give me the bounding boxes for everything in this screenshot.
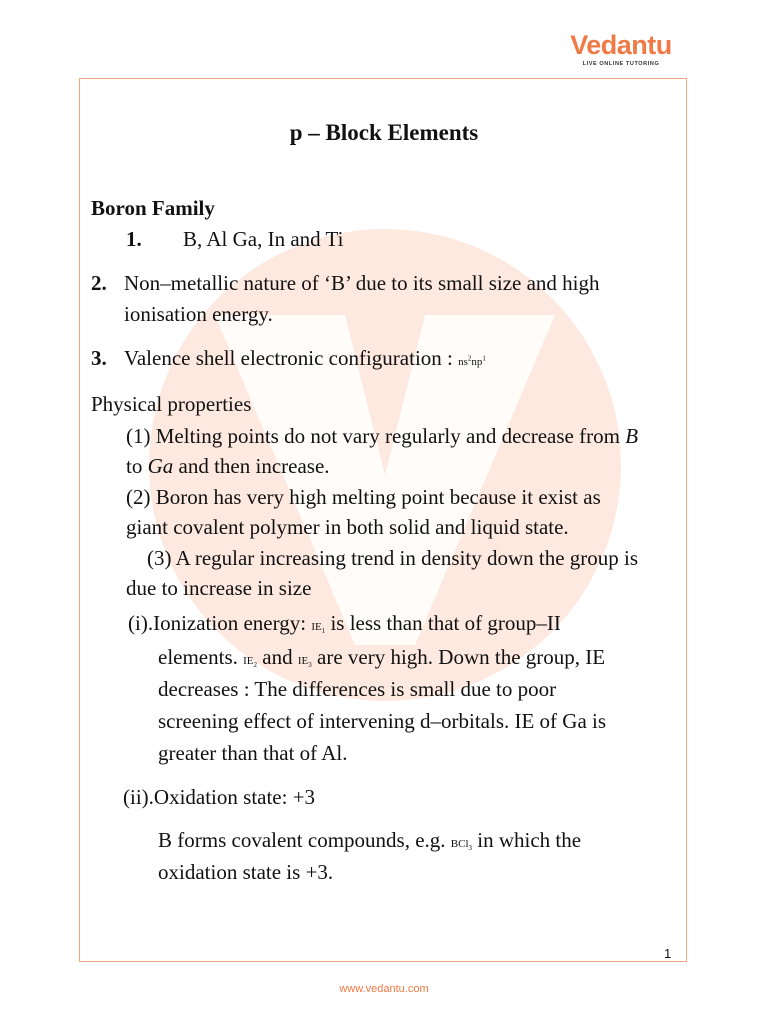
logo-wordmark: Vedantu bbox=[570, 30, 672, 60]
item-2-line-1: Non–metallic nature of ‘B’ due to its small size and high bbox=[124, 271, 600, 295]
property-1-line-1: (1) Melting points do not vary regularly and decrease from B bbox=[126, 424, 639, 448]
ionization-line-5: greater than that of Al. bbox=[158, 741, 348, 765]
ie3-symbol: $IE_3$ bbox=[297, 655, 312, 670]
oxidation-heading: (ii).Oxidation state: +3 bbox=[123, 785, 316, 809]
property-3-line-1: (3) A regular increasing trend in density down the group is bbox=[147, 546, 639, 570]
ionization-line-2: elements. $IE_2$ and $IE_3$ are very high. Down the group, IE bbox=[158, 645, 606, 670]
ionization-line-3: decreases : The differences is small due to poor bbox=[158, 677, 557, 701]
vedantu-logo bbox=[566, 30, 676, 67]
item-1-number: 1. bbox=[126, 227, 142, 251]
logo-tagline: LIVE ONLINE TUTORING bbox=[582, 61, 660, 67]
ie1-symbol: $IE_1$ bbox=[311, 621, 326, 636]
bcl3-formula: BCl$_3$ bbox=[450, 838, 473, 853]
item-2-number: 2. bbox=[91, 271, 107, 295]
page-title: p – Block Elements bbox=[289, 120, 479, 145]
property-2-line-2: giant covalent polymer in both solid and liquid state. bbox=[126, 515, 569, 539]
property-3-line-2: due to increase in size bbox=[126, 576, 312, 600]
ionization-line-1: (i).Ionization energy: $IE_1$ is less than that of group–II bbox=[128, 611, 561, 636]
property-1-line-2: to Ga and then increase. bbox=[126, 454, 330, 478]
footer-url[interactable]: www.vedantu.com bbox=[339, 983, 429, 995]
item-3-number: 3. bbox=[91, 346, 107, 370]
physical-properties-heading: Physical properties bbox=[91, 392, 252, 416]
section-heading: Boron Family bbox=[91, 196, 215, 220]
page-number: 1 bbox=[664, 946, 672, 961]
ionization-line-4: screening effect of intervening d–orbitals. IE of Ga is bbox=[158, 709, 607, 733]
property-2-line-1: (2) Boron has very high melting point because it exist as bbox=[126, 485, 601, 509]
item-3-text: Valence shell electronic configuration : $ns^2np^1$ bbox=[124, 346, 486, 370]
oxidation-line-1: B forms covalent compounds, e.g. BCl$_3$ in which the bbox=[158, 828, 582, 853]
item-2-line-2: ionisation energy. bbox=[124, 302, 273, 326]
oxidation-line-2: oxidation state is +3. bbox=[158, 860, 334, 884]
ie2-symbol: $IE_2$ bbox=[243, 655, 258, 670]
config-formula: $ns^2np^1$ bbox=[458, 354, 486, 368]
item-1-text: B, Al Ga, In and Ti bbox=[183, 227, 344, 251]
